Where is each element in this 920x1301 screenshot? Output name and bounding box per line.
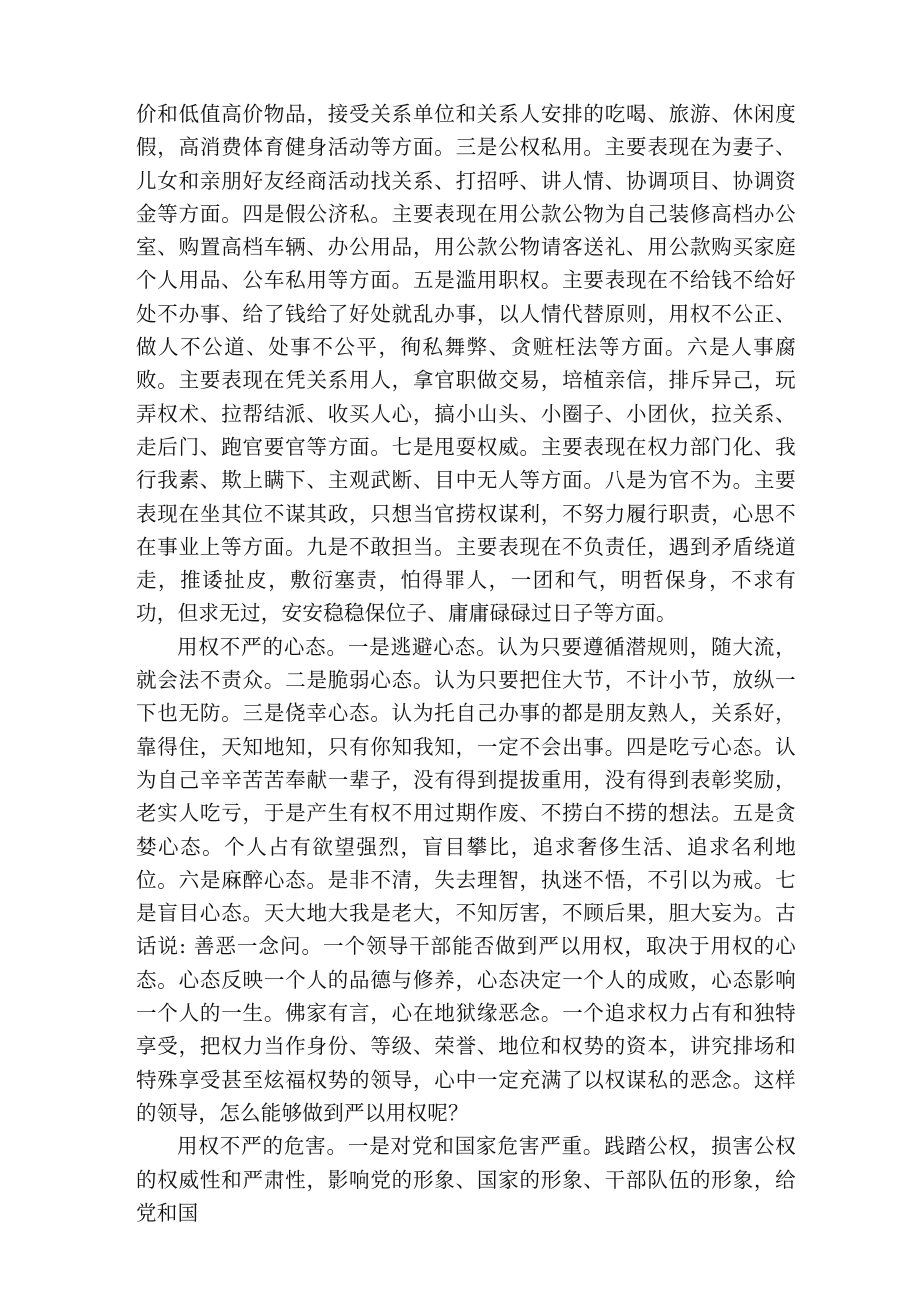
paragraph-abuse-types: 价和低值高价物品，接受关系单位和关系人安排的吃喝、旅游、休闲度假，高消费体育健身活动等方面。三是公权私用。主要表现在为妻子、儿女和亲朋好友经商活动找关系、打招呼、讲人情、协调项目、协调资金等方面。四是假公济私。主要表现在用公款公物为自己装修高档办公室、购置高档车辆、办公用品，用公款公物请客送礼、用公款购买家庭个人用品、公车私用等方面。五是滥用职权。主要表现在不给钱不给好处不办事、给了钱给了好处就乱办事，以人情代替原则，用权不公正、做人不公道、处事不公平，徇私舞弊、贪赃枉法等方面。六是人事腐败。主要表现在凭关系用人，拿官职做交易，培植亲信，排斥异己，玩弄权术、拉帮结派、收买人心，搞小山头、小圈子、小团伙，拉关系、走后门、跑官要官等方面。七是甩耍权威。主要表现在权力部门化、我行我素、欺上瞒下、主观武断、目中无人等方面。八是为官不为。主要表现在坐其位不谋其政，只想当官捞权谋利，不努力履行职责，心思不在事业上等方面。九是不敢担当。主要表现在不负责任，遇到矛盾绕道走，推诿扯皮，敷衍塞责，怕得罪人，一团和气，明哲保身，不求有功，但求无过，安安稳稳保位子、庸庸碌碌过日子等方面。	[136, 102, 796, 626]
document-body	[136, 98, 796, 1230]
paragraph-mindset: 用权不严的心态。一是逃避心态。认为只要遵循潜规则，随大流，就会法不责众。二是脆弱心态。认为只要把住大节，不计小节，放纵一下也无防。三是侥幸心态。认为托自己办事的都是朋友熟人，关系好，靠得住，天知地知，只有你知我知，一定不会出事。四是吃亏心态。认为自己辛辛苦苦奉献一辈子，没有得到提拔重用，没有得到表彰奖励，老实人吃亏，于是产生有权不用过期作废、不捞白不捞的想法。五是贪婪心态。个人占有欲望强烈，盲目攀比，追求奢侈生活、追求名利地位。六是麻醉心态。是非不清，失去理智，执迷不悟，不引以为戒。七是盲目心态。天大地大我是老大，不知厉害，不顾后果，胆大妄为。古话说: 善恶一念问。一个领导干部能否做到严以用权，取决于用权的心态。心态反映一个人的品德与修养，心态决定一个人的成败，心态影响一个人的一生。佛家有言，心在地狱缘恶念。一个追求权力占有和独特享受，把权力当作身份、等级、荣誉、地位和权势的资本，讲究排场和特殊享受甚至炫福权势的领导，心中一定充满了以权谋私的恶念。这样的领导，怎么能够做到严以用权呢？	[136, 634, 796, 1125]
paragraph-harm: 用权不严的危害。一是对党和国家危害严重。践踏公权，损害公权的权威性和严肃性，影响党的形象、国家的形象、干部队伍的形象，给党和国	[136, 1134, 796, 1225]
